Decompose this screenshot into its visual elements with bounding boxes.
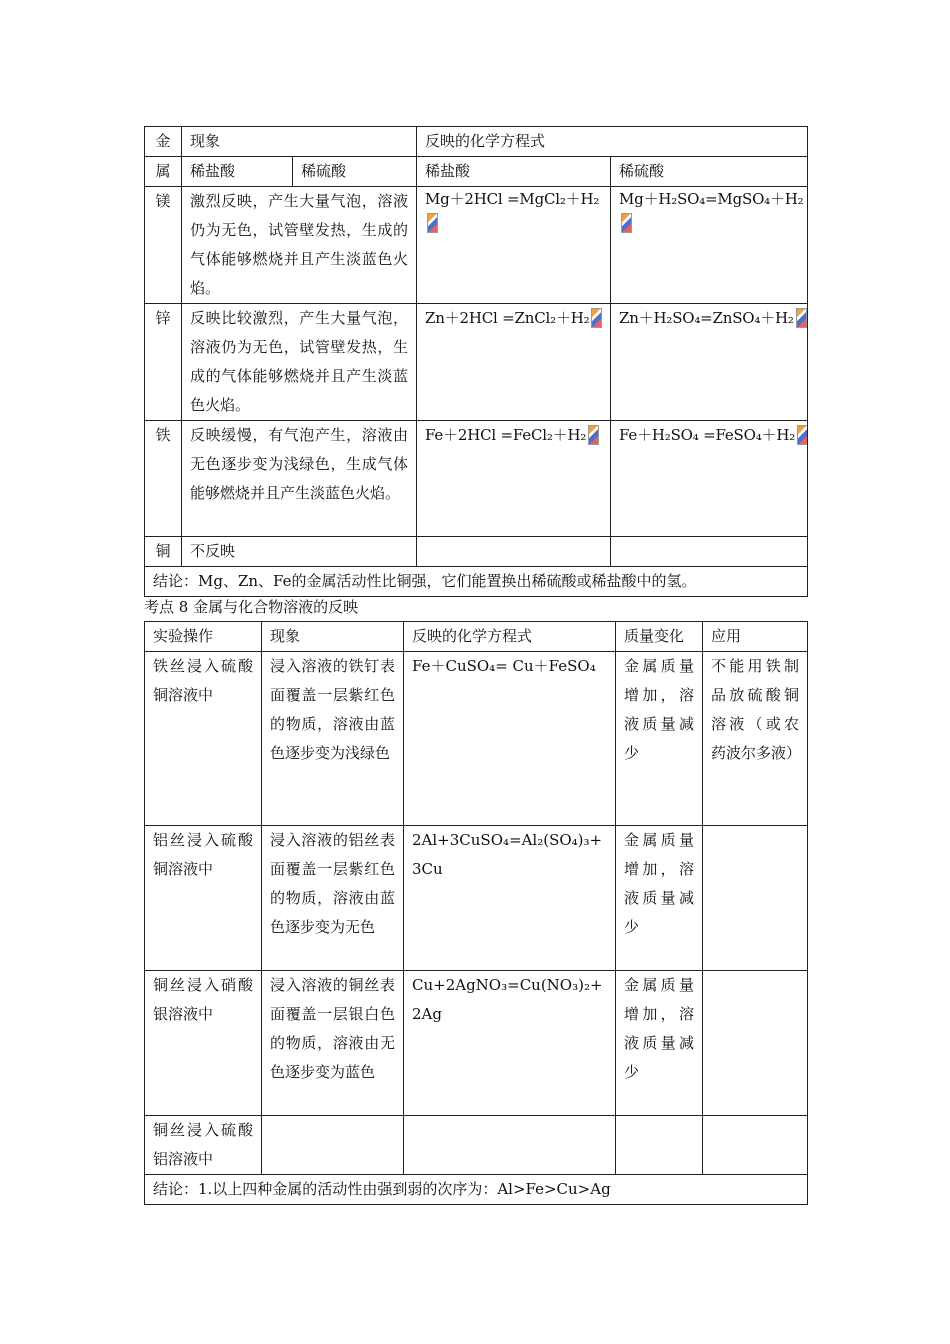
equation-text — [404, 1116, 616, 1175]
column-header: 反映的化学方程式 — [404, 622, 616, 652]
equation-hcl-header: 稀盐酸 — [417, 157, 611, 187]
gas-arrow-icon — [621, 213, 632, 233]
hcl-equation-cell — [417, 421, 611, 537]
table1-subheader-row — [145, 157, 808, 187]
column-header: 现象 — [262, 622, 404, 652]
h2so4-equation: Fe＋H₂SO₄ =FeSO₄＋H₂ — [619, 426, 796, 444]
phenomenon-text: 激烈反映，产生大量气泡，溶液仍为无色，试管壁发热，生成的气体能够燃烧并且产生淡蓝色火焰。 — [182, 187, 417, 304]
mass-change-text — [616, 1116, 703, 1175]
operation-text: 铜丝浸入硫酸铝溶液中 — [145, 1116, 262, 1175]
salt-reaction-table — [144, 621, 808, 1205]
application-text — [703, 971, 808, 1116]
phenomenon-text — [262, 1116, 404, 1175]
equation-text: Fe＋CuSO₄= Cu＋FeSO₄ — [404, 652, 616, 826]
conclusion-text: 结论：1.以上四种金属的活动性由强到弱的次序为：Al>Fe>Cu>Ag — [145, 1175, 808, 1205]
gas-arrow-icon — [797, 425, 807, 445]
metal-header-bottom: 属 — [145, 157, 182, 187]
metal-name: 锌 — [145, 304, 182, 421]
phenomenon-text: 浸入溶液的铝丝表面覆盖一层紫红色的物质，溶液由蓝色逐步变为无色 — [262, 826, 404, 971]
section-heading: 考点 8 金属与化合物溶液的反映 — [144, 598, 359, 616]
phenomenon-header: 现象 — [182, 127, 417, 157]
table2-header-row — [145, 622, 808, 652]
phenomenon-text: 浸入溶液的铁钉表面覆盖一层紫红色的物质，溶液由蓝色逐步变为浅绿色 — [262, 652, 404, 826]
phenomenon-text: 不反映 — [182, 537, 417, 567]
table1-header-row — [145, 127, 808, 157]
equation-text: Cu+2AgNO₃=Cu(NO₃)₂+2Ag — [404, 971, 616, 1116]
h2so4-equation-cell — [611, 187, 808, 304]
column-header: 应用 — [703, 622, 808, 652]
metal-name: 镁 — [145, 187, 182, 304]
equation-h2so4-header: 稀硫酸 — [611, 157, 808, 187]
table-row — [145, 187, 808, 304]
column-header: 实验操作 — [145, 622, 262, 652]
equation-header: 反映的化学方程式 — [417, 127, 808, 157]
operation-text: 铝丝浸入硫酸铜溶液中 — [145, 826, 262, 971]
h2so4-equation-cell — [611, 304, 808, 421]
acid-reaction-table — [144, 126, 808, 597]
gas-arrow-icon — [796, 308, 807, 328]
column-header: 质量变化 — [616, 622, 703, 652]
operation-text: 铁丝浸入硫酸铜溶液中 — [145, 652, 262, 826]
table-row — [145, 971, 808, 1116]
phenomenon-text: 反映比较激烈，产生大量气泡，溶液仍为无色，试管壁发热，生成的气体能够燃烧并且产生淡蓝色火焰。 — [182, 304, 417, 421]
hcl-equation-cell — [417, 304, 611, 421]
application-text: 不能用铁制品放硫酸铜溶液（或农药波尔多液） — [703, 652, 808, 826]
table-row — [145, 537, 808, 567]
metal-name: 铁 — [145, 421, 182, 537]
table-row — [145, 304, 808, 421]
conclusion-text: 结论：Mg、Zn、Fe的金属活动性比铜强，它们能置换出稀硫酸或稀盐酸中的氢。 — [145, 567, 808, 597]
hcl-equation: Mg＋2HCl =MgCl₂＋H₂ — [425, 190, 600, 208]
h2so4-equation: Zn＋H₂SO₄=ZnSO₄＋H₂ — [619, 309, 794, 327]
mass-change-text: 金属质量增加，溶液质量减少 — [616, 826, 703, 971]
table-row — [145, 826, 808, 971]
h2so4-equation-cell — [611, 421, 808, 537]
conclusion-row — [145, 567, 808, 597]
phenomenon-hcl-header: 稀盐酸 — [182, 157, 293, 187]
gas-arrow-icon — [427, 213, 438, 233]
equation-text: 2Al+3CuSO₄=Al₂(SO₄)₃+3Cu — [404, 826, 616, 971]
hcl-equation — [417, 537, 611, 567]
table-row — [145, 421, 808, 537]
h2so4-equation — [611, 537, 808, 567]
application-text — [703, 1116, 808, 1175]
mass-change-text: 金属质量增加，溶液质量减少 — [616, 652, 703, 826]
metal-name: 铜 — [145, 537, 182, 567]
mass-change-text: 金属质量增加，溶液质量减少 — [616, 971, 703, 1116]
application-text — [703, 826, 808, 971]
conclusion-row — [145, 1175, 808, 1205]
phenomenon-text: 浸入溶液的铜丝表面覆盖一层银白色的物质，溶液由无色逐步变为蓝色 — [262, 971, 404, 1116]
phenomenon-h2so4-header: 稀硫酸 — [293, 157, 417, 187]
table-row — [145, 1116, 808, 1175]
table-row — [145, 652, 808, 826]
hcl-equation-cell — [417, 187, 611, 304]
h2so4-equation: Mg＋H₂SO₄=MgSO₄＋H₂ — [619, 190, 804, 208]
gas-arrow-icon — [591, 308, 602, 328]
hcl-equation: Fe＋2HCl =FeCl₂＋H₂ — [425, 426, 587, 444]
operation-text: 铜丝浸入硝酸银溶液中 — [145, 971, 262, 1116]
phenomenon-text: 反映缓慢，有气泡产生，溶液由无色逐步变为浅绿色，生成气体能够燃烧并且产生淡蓝色火焰。 — [182, 421, 417, 537]
metal-header-top: 金 — [145, 127, 182, 157]
hcl-equation: Zn＋2HCl =ZnCl₂＋H₂ — [425, 309, 590, 327]
gas-arrow-icon — [588, 425, 599, 445]
